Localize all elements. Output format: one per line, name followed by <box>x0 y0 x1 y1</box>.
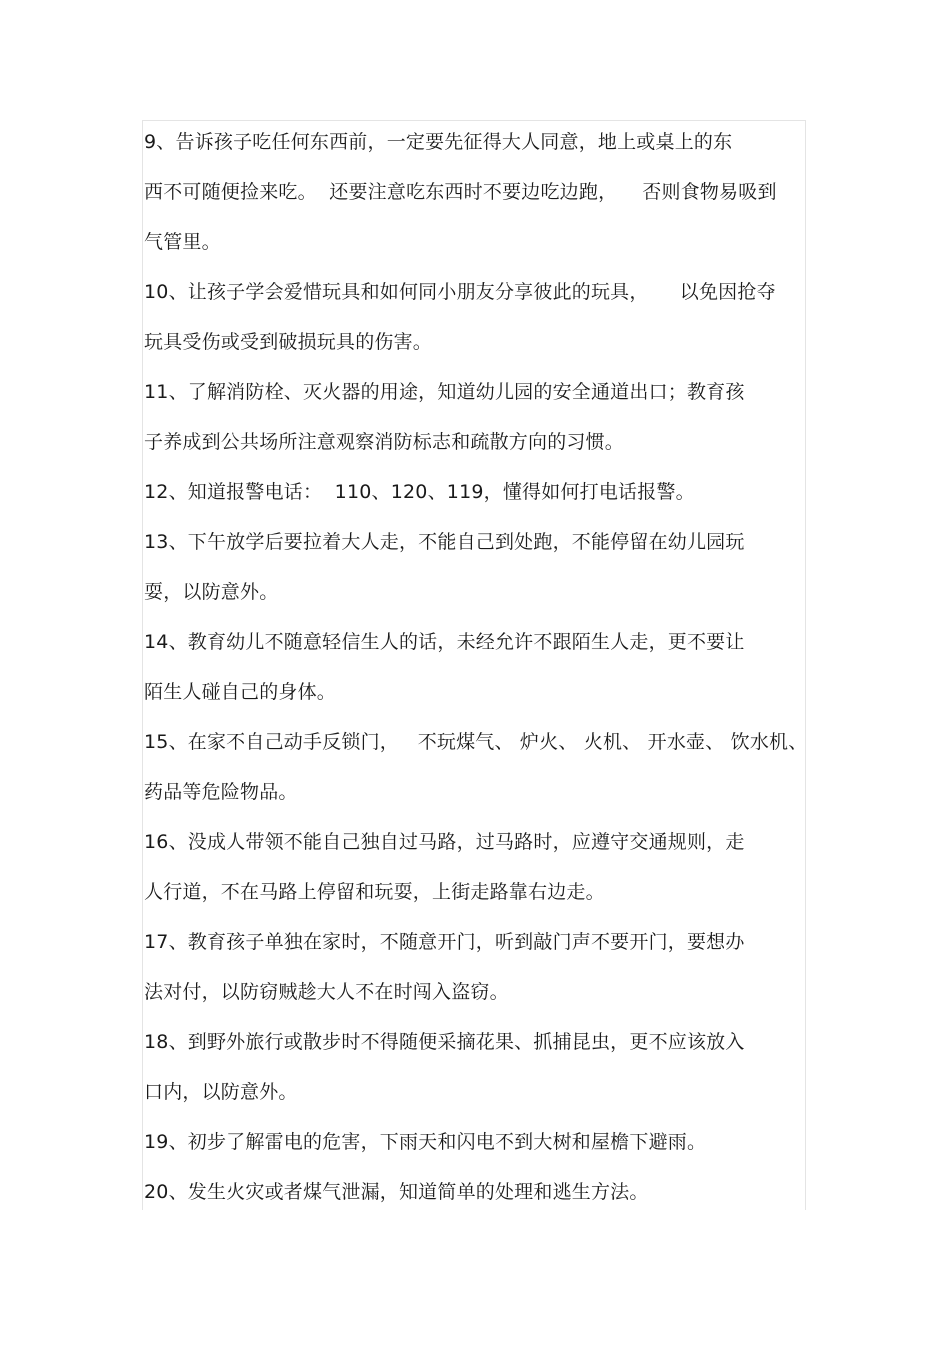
text-line: 子养成到公共场所注意观察消防标志和疏散方向的习惯。 <box>144 431 625 453</box>
text-line: 17、教育孩子单独在家时，不随意开门，听到敲门声不要开门，要想办 <box>144 931 745 953</box>
text-line: 人行道，不在马路上停留和玩耍，上街走路靠右边走。 <box>144 881 605 903</box>
text-line: 14、教育幼儿不随意轻信生人的话，未经允许不跟陌生人走，更不要让 <box>144 631 745 653</box>
text-line: 药品等危险物品。 <box>144 781 298 803</box>
text-line: 20、发生火灾或者煤气泄漏，知道简单的处理和逃生方法。 <box>144 1181 649 1203</box>
text-line: 陌生人碰自己的身体。 <box>144 681 337 703</box>
text-line: 9、告诉孩子吃任何东西前，一定要先征得大人同意，地上或桌上的东 <box>144 131 733 153</box>
text-line: 10、让孩子学会爱惜玩具和如何同小朋友分享彼此的玩具， 以免因抢夺 <box>144 281 776 303</box>
text-line: 13、下午放学后要拉着大人走，不能自己到处跑，不能停留在幼儿园玩 <box>144 531 745 553</box>
text-line: 11、了解消防栓、灭火器的用途，知道幼儿园的安全通道出口；教育孩 <box>144 381 745 403</box>
text-line: 18、到野外旅行或散步时不得随便采摘花果、抓捕昆虫，更不应该放入 <box>144 1031 745 1053</box>
text-line: 西不可随便捡来吃。 还要注意吃东西时不要边吃边跑， 否则食物易吸到 <box>144 181 777 203</box>
text-line: 耍，以防意外。 <box>144 581 279 603</box>
text-line: 口内，以防意外。 <box>144 1081 298 1103</box>
text-line: 法对付，以防窃贼趁大人不在时闯入盗窃。 <box>144 981 509 1003</box>
text-line: 19、初步了解雷电的危害，下雨天和闪电不到大树和屋檐下避雨。 <box>144 1131 707 1153</box>
text-line: 12、知道报警电话： 110、120、119，懂得如何打电话报警。 <box>144 481 695 503</box>
text-line: 气管里。 <box>144 231 221 253</box>
text-line: 15、在家不自己动手反锁门， 不玩煤气、 炉火、 火机、 开水壶、 饮水机、 <box>144 731 808 753</box>
text-line: 16、没成人带领不能自己独自过马路，过马路时，应遵守交通规则，走 <box>144 831 745 853</box>
text-line: 玩具受伤或受到破损玩具的伤害。 <box>144 331 433 353</box>
